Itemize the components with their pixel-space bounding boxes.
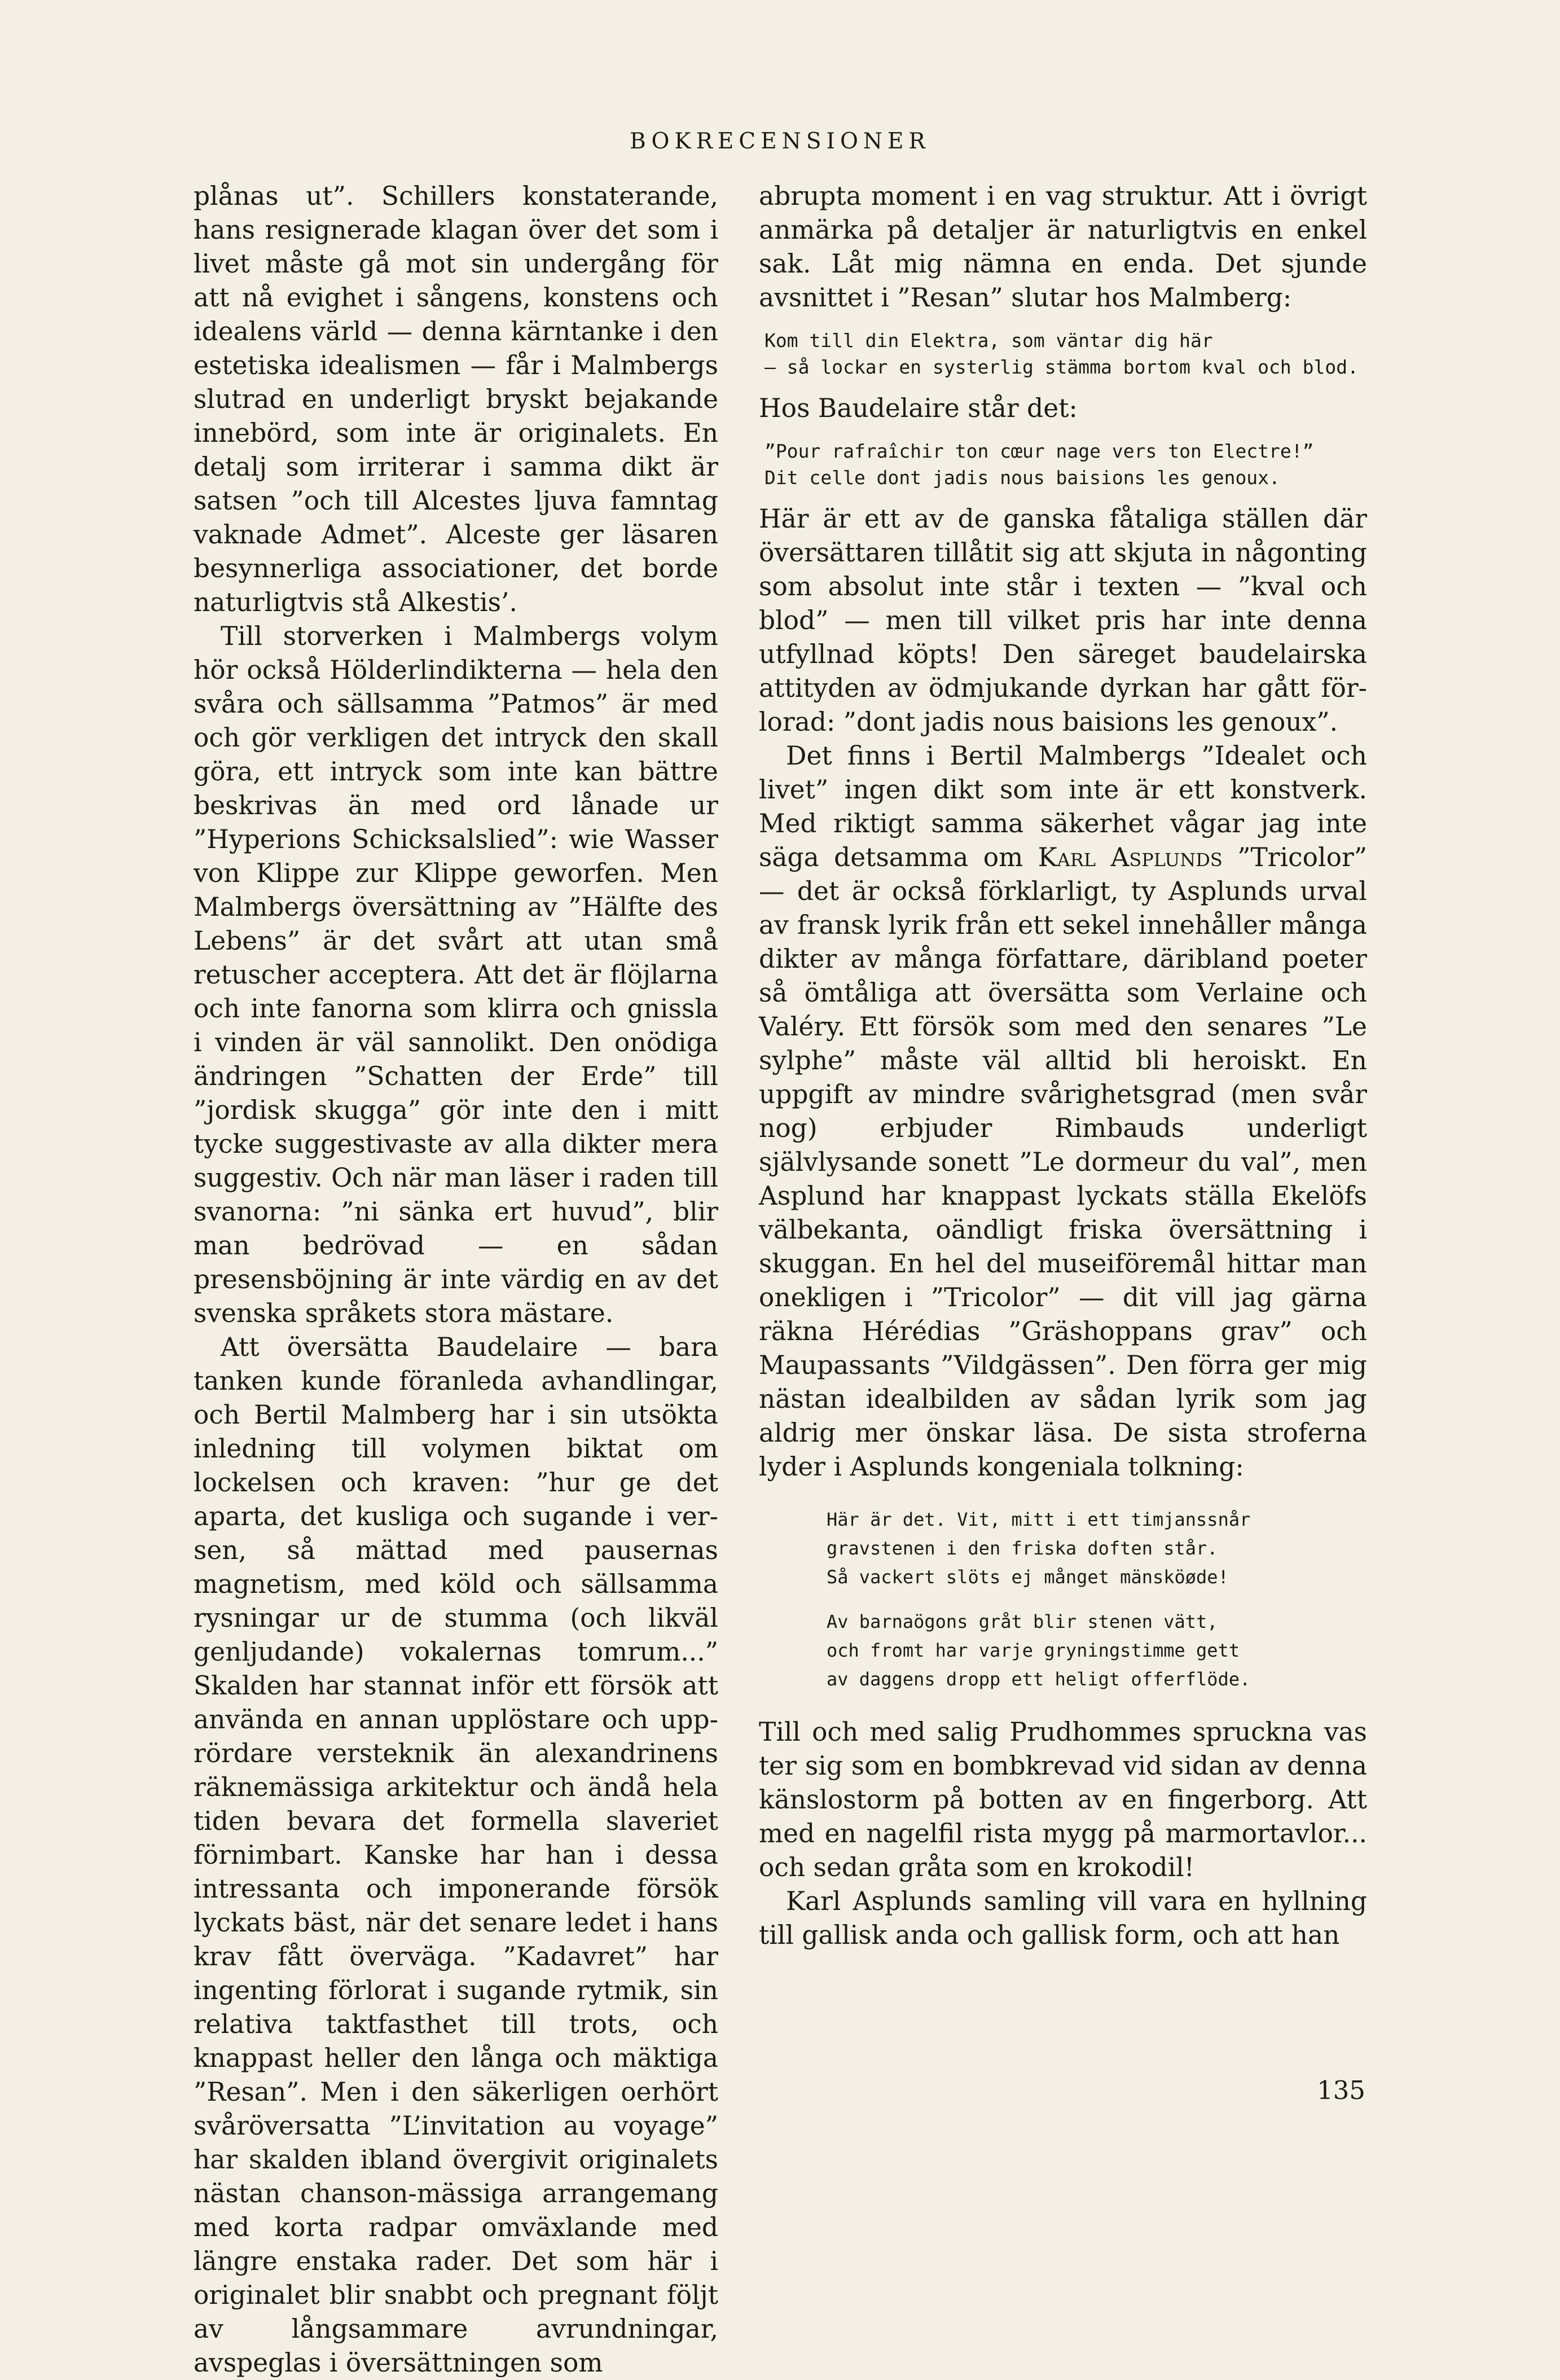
text-run: ”Tricolor” — det är också förklarligt, ty Asplunds urval av fransk lyrik från ett sekel innehåller många dikter av många författare, däribland poeter så ömtåliga att översätta som Verlaine och Valéry. Ett försök som med den senares ”Le sylphe” måste väl alltid bli heroiskt. En uppgift av mindre svårighetsgrad (men svår nog) erbjuder Rimbauds underligt självlysande sonett ”Le dormeur du val”, men Asplund har knappast lyckats ställa Ekelöfs välbekanta, oändligt friska översättning i skuggan. En hel del museiföremål hittar man onekligen i ”Tricolor” — dit vill jag gärna räkna Hérédias ”Gräshoppans grav” och Maupassants ”Vildgässen”. Den förra ger mig nästan idealbilden av sådan lyrik som jag aldrig mer önskar läsa. De sista stroferna lyder i Asplunds kongeniala tolkning: xyxy=(759,842,1367,1482)
paragraph: Karl Asplunds samling vill vara en hyllning till gallisk anda och gallisk form, och att han xyxy=(759,1886,1367,1950)
poem-line: Så vackert slöts ej månget mänsköøde! xyxy=(827,1566,1229,1588)
paragraph: Till och med salig Prudhommes spruckna vas ter sig som en bombkrevad vid sidan av denna känslostorm på botten av en fingerborg. Att med en nagelfil rista mygg på marmortavlor... och sedan gråta som en krokodil! xyxy=(759,1717,1367,1882)
running-header: BOKRECENSIONER xyxy=(630,129,930,154)
poem-line: Här är det. Vit, mitt i ett timjanssnår xyxy=(827,1509,1251,1530)
quote-line: ”Pour rafraîchir ton cœur nage vers ton Electre!” xyxy=(764,440,1314,462)
paragraph: plånas ut”. Schillers konstaterande, hans resignerade klagan över det som i livet måste gå mot sin undergång för att nå evighet i sångens, konstens och idealens värld — denna kärntanke i den estetiska idealismen — får i Malmbergs slutrad en underligt bryskt bejakande innebörd, som inte är originalets. En detalj som irriterar i samma dikt är satsen ”och till Alcestes ljuva famntag vaknade Admet”. Alceste ger läsaren besynnerliga associationer, det borde naturligtvis stå Alkestis’. xyxy=(194,181,718,617)
text-run: Det finns i Bertil Malmbergs ”Idealet och livet” ingen dikt som inte är ett konstverk. Med riktigt samma säkerhet vågar jag inte säga detsamma om xyxy=(759,741,1367,872)
block-quote-malmberg xyxy=(764,327,1367,380)
quote-line: — så lockar en systerlig stämma bortom kval och blod. xyxy=(764,356,1359,378)
quote-line: Dit celle dont jadis nous baisions les genoux. xyxy=(764,467,1280,489)
author-name: Karl Asplunds xyxy=(1038,842,1223,872)
poem-line: av daggens dropp ett heligt offerflöde. xyxy=(827,1668,1251,1690)
poem-line: gravstenen i den friska doften står. xyxy=(827,1538,1218,1559)
paragraph xyxy=(759,739,1367,1484)
right-column xyxy=(759,179,1367,1952)
quote-line: Kom till din Elektra, som väntar dig här xyxy=(764,330,1213,352)
block-quote-baudelaire xyxy=(764,438,1367,491)
poem-stanza xyxy=(827,1608,1367,1694)
left-column xyxy=(194,179,718,2380)
paragraph: abrupta moment i en vag struktur. Att i övrigt anmärka på detaljer är naturligtvis en enkel sak. Låt mig nämna en enda. Det sjunde avsnittet i ”Resan” slutar hos Malmberg: xyxy=(759,181,1367,313)
poem-line: och fromt har varje gryningstimme gett xyxy=(827,1640,1240,1661)
paragraph: Här är ett av de ganska fåtaliga ställen där översättaren tillåtit sig att skjuta in någonting som absolut inte står i texten — ”kval och blod” — men till vilket pris har inte denna utfyllnad köpts! Den säreget baudelairska attityden av ödmjukande dyrkan har gått förlorad: ”dont jadis nous baisions les genoux”. xyxy=(759,504,1367,737)
poem-stanza xyxy=(827,1505,1367,1592)
poem-excerpt xyxy=(827,1505,1367,1694)
paragraph: Att översätta Baudelaire — bara tanken kunde föranleda avhandlingar, och Bertil Malmberg har i sin utsökta inledning till volymen biktat om lockelsen och kraven: ”hur ge det aparta, det kusliga och sugande i versen, så mättad med pausernas magnetism, med köld och sällsamma rysningar ur de stumma (och likväl genljudande) vokalernas tomrum...” Skalden har stannat inför ett försök att använda en annan upplöstare och upprördare versteknik än alexandrinens räknemässiga arkitektur och ändå hela tiden bevara det formella slaveriet förnimbart. Kanske har han i dessa intressanta och imponerande försök lyckats bäst, när det senare ledet i hans krav fått överväga. ”Kadavret” har ingenting förlorat i sugande rytmik, sin relativa taktfasthet till trots, och knappast heller den långa och mäktiga ”Resan”. Men i den säkerligen oerhört svåröversatta ”L’invitation au voyage” har skalden ibland övergivit originalets nästan chanson-mässiga arrangemang med korta radpar omväxlande med längre enstaka rader. Det som här i originalet blir snabbt och pregnant följt av långsammare avrundningar, avspeglas i översättningen som xyxy=(194,1332,718,2378)
page-number: 135 xyxy=(1317,2075,1365,2105)
paragraph: Hos Baudelaire står det: xyxy=(759,393,1078,423)
poem-line: Av barnaögons gråt blir stenen vätt, xyxy=(827,1611,1218,1632)
paragraph: Till storverken i Malmbergs volym hör också Hölderlindikterna — hela den svåra och sällsamma ”Patmos” är med och gör verkligen det intryck den skall göra, ett intryck som inte kan bättre beskrivas än med ord lånade ur ”Hyperions Schicksalslied”: wie Wasser von Klippe zur Klippe geworfen. Men Malmbergs översättning av ”Hälfte des Lebens” är det svårt att utan små retuscher acceptera. Att det är flöjlarna och inte fanorna som klirra och gnissla i vinden är väl sannolikt. Den onödiga ändringen ”Schatten der Erde” till ”jordisk skugga” gör inte den i mitt tycke suggestivaste av alla dikter mera suggestiv. Och när man läser i raden till svanorna: ”ni sänka ert huvud”, blir man bedrövad — en sådan presensböjning är inte värdig en av det svenska språkets stora mästare. xyxy=(194,621,718,1328)
